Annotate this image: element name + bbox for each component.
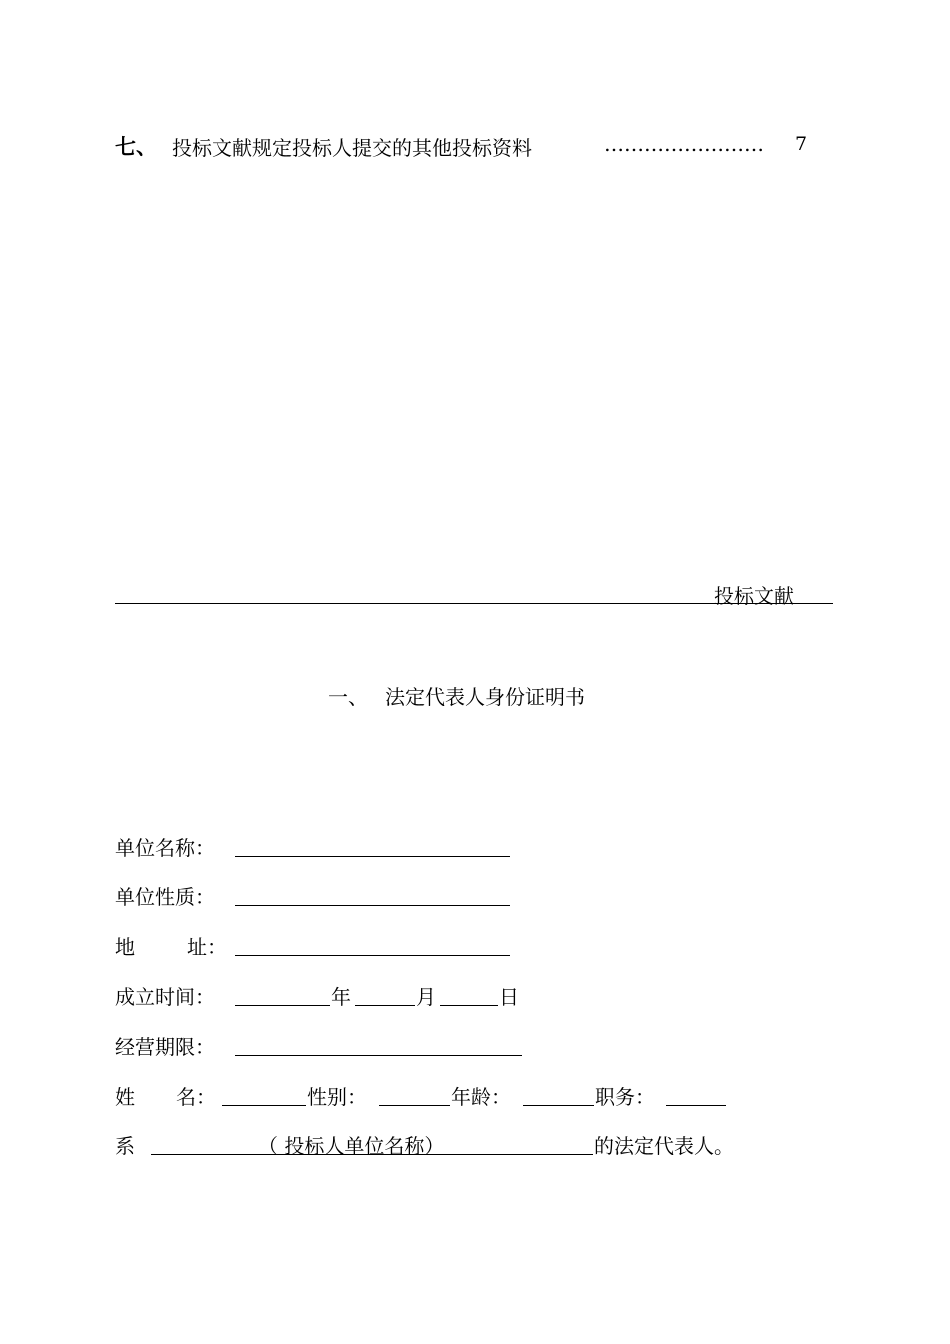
name-label-part1: 姓: [115, 1085, 135, 1109]
year-label: 年: [331, 985, 351, 1009]
age-field[interactable]: [523, 1105, 594, 1106]
month-label: 月: [416, 985, 436, 1009]
header-rule: [115, 603, 833, 604]
term-label: 经营期限：: [115, 1035, 215, 1059]
unit-nature-label: 单位性质：: [115, 885, 215, 909]
established-month-field[interactable]: [355, 1005, 415, 1006]
day-label: 日: [499, 985, 519, 1009]
address-label-part2: 址：: [187, 935, 227, 959]
section-title: 法定代表人身份证明书: [385, 685, 585, 709]
toc-item-number: 七、: [115, 134, 157, 159]
address-label-part1: 地: [115, 935, 135, 959]
age-label: 年龄：: [451, 1085, 511, 1109]
unit-name-label: 单位名称：: [115, 836, 215, 860]
relation-suffix: 的法定代表人。: [594, 1134, 734, 1158]
gender-field[interactable]: [379, 1105, 450, 1106]
address-field[interactable]: [235, 955, 510, 956]
name-field[interactable]: [222, 1105, 306, 1106]
section-number: 一、: [328, 685, 368, 709]
bidder-name-placeholder: （ 投标人单位名称）: [258, 1134, 445, 1158]
running-header: 投标文献: [714, 584, 794, 608]
position-label: 职务：: [595, 1085, 655, 1109]
position-field[interactable]: [666, 1105, 726, 1106]
relation-label: 系: [115, 1134, 135, 1158]
gender-label: 性别：: [307, 1085, 367, 1109]
term-field[interactable]: [235, 1055, 522, 1056]
toc-item-title: 投标文献规定投标人提交的其他投标资料: [172, 136, 532, 160]
established-year-field[interactable]: [235, 1005, 330, 1006]
established-label: 成立时间：: [115, 985, 215, 1009]
toc-page-number: 7: [795, 133, 808, 155]
toc-leader-dots: ……………………: [604, 132, 764, 156]
name-label-part2: 名：: [176, 1085, 216, 1109]
established-day-field[interactable]: [440, 1005, 498, 1006]
unit-nature-field[interactable]: [235, 905, 510, 906]
unit-name-field[interactable]: [235, 856, 510, 857]
